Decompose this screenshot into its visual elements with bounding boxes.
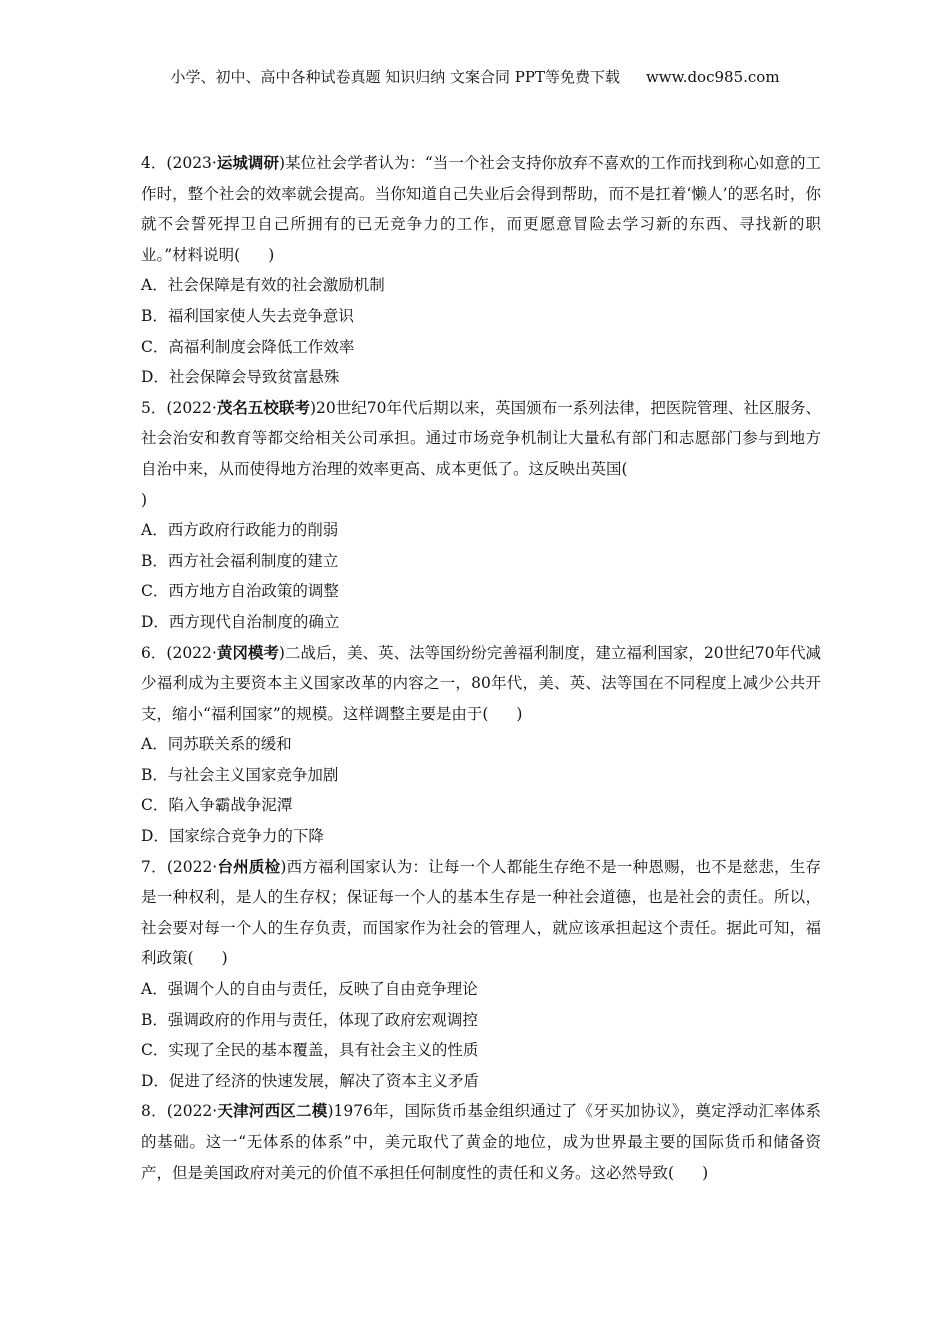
question-number: 4．: [141, 154, 167, 172]
header-site-link[interactable]: www.doc985.com: [645, 68, 780, 86]
option-d[interactable]: D．促进了经济的快速发展，解决了资本主义矛盾: [141, 1071, 479, 1090]
question-source: (2022·黄冈模考): [166, 642, 285, 662]
question-source: (2023·运城调研): [166, 153, 286, 172]
option-c[interactable]: C．实现了全民的基本覆盖，具有社会主义的性质: [141, 1041, 479, 1060]
option-b[interactable]: B．福利国家使人失去竞争意识: [141, 306, 354, 325]
option-c[interactable]: C．陷入争霸战争泥潭: [141, 796, 293, 815]
question-number: 6．: [141, 643, 167, 662]
option-b[interactable]: B．强调政府的作用与责任，体现了政府宏观调控: [141, 1010, 478, 1029]
option-a[interactable]: A．强调个人的自由与责任，反映了自由竞争理论: [141, 980, 478, 999]
option-a[interactable]: A．西方政府行政能力的削弱: [141, 521, 339, 540]
question-number: 7．: [141, 857, 167, 876]
option-b[interactable]: B．与社会主义国家竞争加剧: [141, 765, 339, 784]
question-7: 7．(2022·台州质检)西方福利国家认为：让每一个人都能生存绝不是一种恩赐，也不是慈悲，生存是一种权利，是人的生存权；保证每一个人的基本生存是一种社会道德，也是社会的责任。所以，社会要对每一个人的生存负责，而国家作为社会的管理人，就应该承担起这个责任。据此可知，福利政策( ) A．强调个人的自由与责任，反映了自由竞争理论 B．强调政府的作用与责任，体现了政府宏观调控 C．实现了全民的基本覆盖，具有社会主义的性质 D．促进了经济的快速发展，解决了资本主义矛盾: [141, 852, 821, 1097]
option-d[interactable]: D．社会保障会导致贫富悬殊: [141, 368, 340, 387]
question-4: 4．(2023·运城调研)某位社会学者认为：“当一个社会支持你放弃不喜欢的工作而找到称心如意的工作时，整个社会的效率就会提高。当你知道自己失业后会得到帮助，而不是扛着‘懒人’的恶名时，你就不会誓死捍卫自己所拥有的已无竞争力的工作，而更愿意冒险去学习新的东西、寻找新的职业。”材料说明( ) A．社会保障是有效的社会激励机制 B．福利国家使人失去竞争意识 C．高福利制度会降低工作效率 D．社会保障会导致贫富悬殊: [141, 148, 821, 393]
question-stem: 1976年，国际货币基金组织通过了《牙买加协议》，奠定浮动汇率体系的基础。这一“无体系的体系”中，美元取代了黄金的地位，成为世界最主要的国际货币和储备资产，但是美国政府对美元的价值不承担任何制度性的责任和义务。这必然导致(: [141, 1102, 821, 1182]
question-stem: 某位社会学者认为：“当一个社会支持你放弃不喜欢的工作而找到称心如意的工作时，整个社会的效率就会提高。当你知道自己失业后会得到帮助，而不是扛着‘懒人’的恶名时，你就不会誓死捍卫自己所拥有的已无竞争力的工作，而更愿意冒险去学习新的东西、寻找新的职业。”材料说明(: [141, 154, 821, 264]
question-8: 8．(2022·天津河西区二模)1976年，国际货币基金组织通过了《牙买加协议》，奠定浮动汇率体系的基础。这一“无体系的体系”中，美元取代了黄金的地位，成为世界最主要的国际货币和储备资产，但是美国政府对美元的价值不承担任何制度性的责任和义务。这必然导致( ): [141, 1101, 821, 1182]
question-source: (2022·天津河西区二模): [166, 1101, 334, 1121]
question-source: (2022·台州质检): [166, 856, 287, 876]
question-source: (2022·茂名五校联考): [166, 397, 317, 417]
option-a[interactable]: A．社会保障是有效的社会激励机制: [141, 276, 385, 295]
question-stem: 二战后，美、英、法等国纷纷完善福利制度，建立福利国家，20世纪70年代减少福利成为主要资本主义国家改革的内容之一，80年代，美、英、法等国在不同程度上减少公共开支，缩小“福利国家”的规模。这样调整主要是由于(: [141, 643, 821, 723]
option-d[interactable]: D．西方现代自治制度的确立: [141, 612, 340, 631]
question-stem: 西方福利国家认为：让每一个人都能生存绝不是一种恩赐，也不是慈悲，生存是一种权利，是人的生存权；保证每一个人的基本生存是一种社会道德，也是社会的责任。所以，社会要对每一个人的生存负责，而国家作为社会的管理人，就应该承担起这个责任。据此可知，福利政策(: [141, 857, 821, 968]
option-b[interactable]: B．西方社会福利制度的建立: [141, 551, 339, 570]
question-stem: 20世纪70年代后期以来，英国颁布一系列法律，把医院管理、社区服务、社会治安和教育等都交给相关公司承担。通过市场竞争机制让大量私有部门和志愿部门参与到地方自治中来，从而使得地方治理的效率更高、成本更低了。这反映出英国(: [141, 398, 821, 478]
question-number: 5．: [141, 398, 167, 417]
option-d[interactable]: D．国家综合竞争力的下降: [141, 827, 324, 846]
page-header: [0, 66, 950, 87]
header-promo-text: 小学、初中、高中各种试卷真题 知识归纳 文案合同 PPT等免费下载: [170, 68, 620, 86]
question-5: 5．(2022·茂名五校联考)20世纪70年代后期以来，英国颁布一系列法律，把医院管理、社区服务、社会治安和教育等都交给相关公司承担。通过市场竞争机制让大量私有部门和志愿部门参与到地方自治中来，从而使得地方治理的效率更高、成本更低了。这反映出英国( ) A．西方政府行政能力的削弱 B．西方社会福利制度的建立 C．西方地方自治政策的调整 D．西方现代自治制度的确立: [141, 393, 821, 638]
option-a[interactable]: A．同苏联关系的缓和: [141, 735, 292, 754]
question-6: 6．(2022·黄冈模考)二战后，美、英、法等国纷纷完善福利制度，建立福利国家，20世纪70年代减少福利成为主要资本主义国家改革的内容之一，80年代，美、英、法等国在不同程度上减少公共开支，缩小“福利国家”的规模。这样调整主要是由于( ) A．同苏联关系的缓和 B．与社会主义国家竞争加剧 C．陷入争霸战争泥潭 D．国家综合竞争力的下降: [141, 638, 821, 852]
question-list: [141, 148, 821, 1188]
question-number: 8．: [141, 1102, 167, 1121]
option-c[interactable]: C．西方地方自治政策的调整: [141, 582, 339, 601]
option-c[interactable]: C．高福利制度会降低工作效率: [141, 337, 355, 356]
